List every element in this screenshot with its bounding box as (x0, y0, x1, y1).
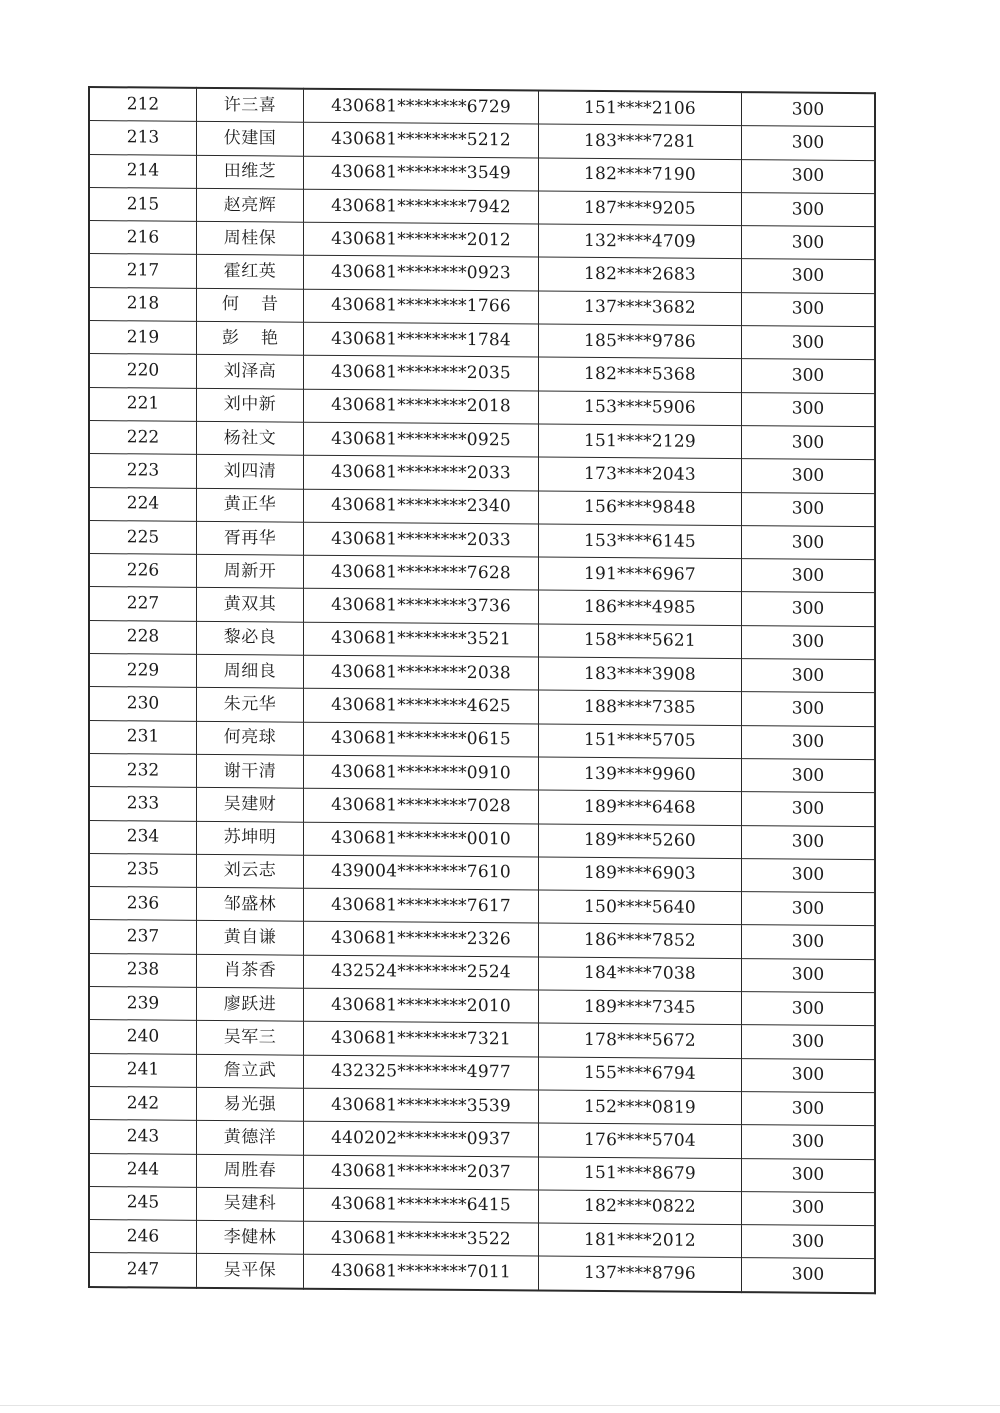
row-number-cell: 234 (89, 820, 197, 854)
id-number-cell: 430681********3521 (304, 622, 539, 657)
name-cell: 田维芝 (197, 155, 304, 189)
id-number-cell: 430681********2033 (304, 455, 539, 490)
amount-cell: 300 (742, 459, 876, 493)
row-number-cell: 243 (89, 1120, 197, 1154)
name-cell: 黄正华 (197, 488, 304, 522)
row-number-cell: 230 (89, 687, 197, 721)
name-cell: 苏坤明 (197, 821, 304, 855)
name-cell: 黄双其 (197, 588, 304, 622)
id-number-cell: 430681********2012 (304, 222, 539, 257)
roster-table-wrapper (88, 86, 872, 1294)
phone-cell: 139****9960 (539, 757, 742, 792)
amount-cell: 300 (742, 892, 876, 926)
phone-cell: 185****9786 (539, 324, 742, 359)
name-cell: 胥再华 (197, 521, 304, 555)
id-number-cell: 430681********0615 (304, 722, 539, 757)
name-cell: 黎必良 (197, 621, 304, 655)
phone-cell: 188****7385 (539, 690, 742, 725)
phone-cell: 189****6903 (539, 857, 742, 892)
name-cell: 黄德洋 (197, 1121, 304, 1155)
name-cell: 周胜春 (197, 1154, 304, 1188)
id-number-cell: 430681********5212 (304, 122, 539, 157)
phone-cell: 173****2043 (539, 457, 742, 492)
id-number-cell: 430681********6729 (304, 89, 539, 125)
phone-cell: 151****2106 (539, 91, 742, 126)
amount-cell: 300 (742, 193, 876, 227)
name-cell: 何亮球 (197, 721, 304, 755)
roster-table-body (89, 87, 875, 1293)
amount-cell: 300 (742, 259, 876, 293)
phone-cell: 151****8679 (539, 1157, 742, 1192)
row-number-cell: 218 (89, 287, 197, 321)
row-number-cell: 219 (89, 321, 197, 355)
amount-cell: 300 (742, 392, 876, 426)
row-number-cell: 225 (89, 520, 197, 554)
id-number-cell: 430681********0925 (304, 422, 539, 457)
id-number-cell: 430681********2033 (304, 522, 539, 557)
roster-table (88, 86, 876, 1294)
id-number-cell: 430681********4625 (304, 689, 539, 724)
id-number-cell: 430681********0010 (304, 822, 539, 857)
amount-cell: 300 (742, 359, 876, 393)
amount-cell: 300 (742, 858, 876, 892)
phone-cell: 182****0822 (539, 1190, 742, 1225)
row-number-cell: 242 (89, 1086, 197, 1120)
row-number-cell: 221 (89, 387, 197, 421)
name-cell: 刘四清 (197, 455, 304, 489)
phone-cell: 151****5705 (539, 724, 742, 759)
id-number-cell: 440202********0937 (304, 1121, 539, 1156)
id-number-cell: 430681********1784 (304, 322, 539, 357)
id-number-cell: 430681********2018 (304, 389, 539, 424)
phone-cell: 150****5640 (539, 890, 742, 925)
phone-cell: 189****7345 (539, 990, 742, 1025)
phone-cell: 156****9848 (539, 491, 742, 526)
amount-cell: 300 (742, 1125, 876, 1159)
amount-cell: 300 (742, 825, 876, 859)
id-number-cell: 430681********2035 (304, 356, 539, 391)
id-number-cell: 430681********2010 (304, 988, 539, 1023)
amount-cell: 300 (742, 958, 876, 992)
phone-cell: 153****5906 (539, 391, 742, 426)
name-cell: 廖跃进 (197, 987, 304, 1021)
name-cell: 吴建财 (197, 788, 304, 822)
phone-cell: 132****4709 (539, 224, 742, 259)
row-number-cell: 239 (89, 987, 197, 1021)
name-cell: 周桂保 (197, 222, 304, 256)
row-number-cell: 224 (89, 487, 197, 521)
amount-cell: 300 (742, 226, 876, 260)
row-number-cell: 235 (89, 853, 197, 887)
row-number-cell: 240 (89, 1020, 197, 1054)
amount-cell: 300 (742, 1092, 876, 1126)
name-cell: 伏建国 (197, 122, 304, 156)
name-cell: 李健林 (197, 1220, 304, 1254)
phone-cell: 184****7038 (539, 957, 742, 992)
amount-cell: 300 (742, 925, 876, 959)
amount-cell: 300 (742, 1225, 876, 1259)
row-number-cell: 227 (89, 587, 197, 621)
phone-cell: 137****8796 (539, 1256, 742, 1291)
phone-cell: 155****6794 (539, 1057, 742, 1092)
row-number-cell: 236 (89, 887, 197, 921)
phone-cell: 187****9205 (539, 191, 742, 226)
row-number-cell: 222 (89, 420, 197, 454)
name-cell: 黄自谦 (197, 921, 304, 955)
amount-cell: 300 (742, 326, 876, 360)
name-cell: 刘泽高 (197, 355, 304, 389)
phone-cell: 189****6468 (539, 790, 742, 825)
amount-cell: 300 (742, 92, 876, 127)
amount-cell: 300 (742, 1158, 876, 1192)
id-number-cell: 432524********2524 (304, 955, 539, 990)
amount-cell: 300 (742, 1258, 876, 1293)
name-cell: 周新开 (197, 555, 304, 589)
phone-cell: 178****5672 (539, 1023, 742, 1058)
name-cell: 刘中新 (197, 388, 304, 422)
amount-cell: 300 (742, 592, 876, 626)
row-number-cell: 226 (89, 554, 197, 588)
name-cell: 谢干清 (197, 754, 304, 788)
row-number-cell: 246 (89, 1220, 197, 1254)
row-number-cell: 237 (89, 920, 197, 954)
amount-cell: 300 (742, 1025, 876, 1059)
phone-cell: 181****2012 (539, 1223, 742, 1258)
id-number-cell: 430681********7628 (304, 555, 539, 590)
amount-cell: 300 (742, 692, 876, 726)
id-number-cell: 430681********7617 (304, 888, 539, 923)
name-cell: 吴军三 (197, 1021, 304, 1055)
name-cell: 周细良 (197, 654, 304, 688)
phone-cell: 182****2683 (539, 258, 742, 293)
id-number-cell: 430681********3549 (304, 156, 539, 191)
row-number-cell: 217 (89, 254, 197, 288)
amount-cell: 300 (742, 725, 876, 759)
id-number-cell: 430681********3539 (304, 1088, 539, 1123)
phone-cell: 151****2129 (539, 424, 742, 459)
id-number-cell: 430681********1766 (304, 289, 539, 324)
name-cell: 何昔 (197, 288, 304, 322)
row-number-cell: 231 (89, 720, 197, 754)
row-number-cell: 244 (89, 1153, 197, 1187)
name-cell: 彭艳 (197, 321, 304, 355)
amount-cell: 300 (742, 1191, 876, 1225)
amount-cell: 300 (742, 492, 876, 526)
amount-cell: 300 (742, 292, 876, 326)
id-number-cell: 430681********2038 (304, 655, 539, 690)
row-number-cell: 223 (89, 454, 197, 488)
name-cell: 邹盛林 (197, 887, 304, 921)
id-number-cell: 430681********7028 (304, 788, 539, 823)
name-cell: 吴建科 (197, 1187, 304, 1221)
id-number-cell: 430681********0910 (304, 755, 539, 790)
id-number-cell: 430681********2326 (304, 922, 539, 957)
phone-cell: 176****5704 (539, 1123, 742, 1158)
phone-cell: 182****5368 (539, 357, 742, 392)
id-number-cell: 430681********3736 (304, 589, 539, 624)
row-number-cell: 241 (89, 1053, 197, 1087)
name-cell: 易光强 (197, 1087, 304, 1121)
amount-cell: 300 (742, 426, 876, 460)
row-number-cell: 229 (89, 654, 197, 688)
id-number-cell: 432325********4977 (304, 1055, 539, 1090)
table-row (89, 1253, 875, 1293)
id-number-cell: 430681********6415 (304, 1188, 539, 1223)
id-number-cell: 430681********3522 (304, 1221, 539, 1256)
id-number-cell: 430681********2037 (304, 1155, 539, 1190)
id-number-cell: 439004********7610 (304, 855, 539, 890)
phone-cell: 158****5621 (539, 624, 742, 659)
amount-cell: 300 (742, 559, 876, 593)
id-number-cell: 430681********0923 (304, 256, 539, 291)
row-number-cell: 213 (89, 121, 197, 155)
amount-cell: 300 (742, 126, 876, 160)
row-number-cell: 215 (89, 187, 197, 221)
row-number-cell: 212 (89, 87, 197, 122)
row-number-cell: 220 (89, 354, 197, 388)
name-cell: 刘云志 (197, 854, 304, 888)
amount-cell: 300 (742, 792, 876, 826)
amount-cell: 300 (742, 625, 876, 659)
name-cell: 朱元华 (197, 688, 304, 722)
name-cell: 吴平保 (197, 1254, 304, 1289)
name-cell: 肖茶香 (197, 954, 304, 988)
row-number-cell: 247 (89, 1253, 197, 1288)
phone-cell: 186****7852 (539, 923, 742, 958)
amount-cell: 300 (742, 659, 876, 693)
phone-cell: 137****3682 (539, 291, 742, 326)
phone-cell: 186****4985 (539, 590, 742, 625)
id-number-cell: 430681********7321 (304, 1022, 539, 1057)
phone-cell: 182****7190 (539, 158, 742, 193)
name-cell: 许三喜 (197, 88, 304, 123)
row-number-cell: 216 (89, 221, 197, 255)
id-number-cell: 430681********2340 (304, 489, 539, 524)
row-number-cell: 233 (89, 787, 197, 821)
row-number-cell: 245 (89, 1186, 197, 1220)
phone-cell: 183****7281 (539, 124, 742, 159)
amount-cell: 300 (742, 1058, 876, 1092)
name-cell: 詹立武 (197, 1054, 304, 1088)
phone-cell: 189****5260 (539, 824, 742, 859)
row-number-cell: 228 (89, 620, 197, 654)
row-number-cell: 238 (89, 953, 197, 987)
phone-cell: 153****6145 (539, 524, 742, 559)
amount-cell: 300 (742, 992, 876, 1026)
amount-cell: 300 (742, 525, 876, 559)
id-number-cell: 430681********7011 (304, 1255, 539, 1291)
name-cell: 杨社文 (197, 421, 304, 455)
name-cell: 霍红英 (197, 255, 304, 289)
amount-cell: 300 (742, 759, 876, 793)
page-bottom-edge (0, 1405, 1000, 1406)
id-number-cell: 430681********7942 (304, 189, 539, 224)
row-number-cell: 214 (89, 154, 197, 188)
amount-cell: 300 (742, 159, 876, 193)
phone-cell: 191****6967 (539, 557, 742, 592)
phone-cell: 183****3908 (539, 657, 742, 692)
name-cell: 赵亮辉 (197, 188, 304, 222)
row-number-cell: 232 (89, 753, 197, 787)
phone-cell: 152****0819 (539, 1090, 742, 1125)
